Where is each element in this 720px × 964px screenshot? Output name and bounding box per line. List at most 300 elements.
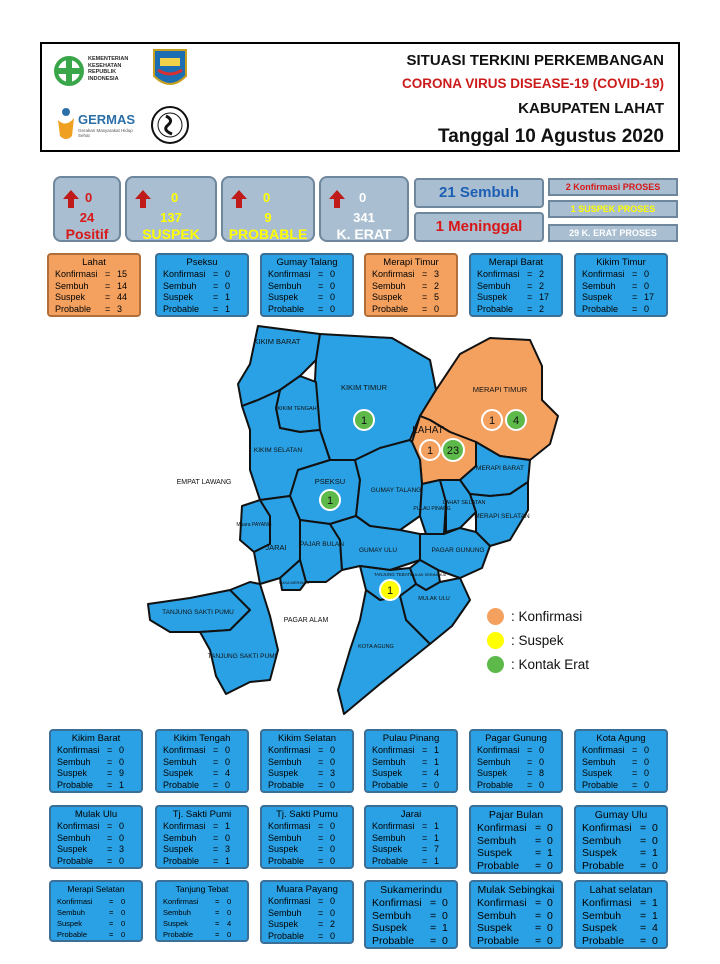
probable-value: 1 — [225, 855, 231, 866]
suspek-value: 3 — [119, 844, 125, 854]
marker-value: 1 — [386, 585, 394, 597]
konfirmasi-label: Konfirmasi — [372, 897, 422, 909]
eq: = — [318, 907, 324, 918]
sembuh-label: Sembuh — [372, 280, 406, 291]
map-label-text: TANJUNG SAKTI PUMI — [207, 653, 277, 660]
eq: = — [318, 756, 324, 767]
konfirmasi-label: Konfirmasi — [268, 896, 311, 906]
district-card — [364, 805, 458, 869]
konfirmasi-value: 0 — [330, 745, 336, 755]
eq: = — [632, 269, 638, 279]
suspek-label: Suspek — [55, 292, 86, 302]
suspek-label: Suspek — [163, 768, 194, 778]
eq: = — [213, 832, 219, 843]
map-label-mulak-ulu — [418, 596, 450, 602]
konfirmasi-value: 1 — [434, 745, 440, 755]
konfirmasi-label: Konfirmasi — [582, 269, 625, 279]
map-label-suka-merindu — [279, 580, 310, 585]
eq: = — [213, 280, 219, 291]
suspek-value: 1 — [652, 847, 658, 859]
probable-label: Probable — [163, 779, 200, 790]
sembuh-value: 0 — [330, 280, 336, 291]
konfirmasi-value: 0 — [330, 821, 336, 831]
summary-value: 137 — [160, 210, 182, 225]
sembuh-label: Sembuh — [477, 280, 511, 291]
map-label-empat-lawang — [177, 479, 232, 486]
map-label-tanjung-tebat — [374, 572, 411, 577]
lahat-emblem-icon — [150, 48, 190, 92]
district-card — [49, 880, 143, 942]
eq: = — [632, 280, 638, 291]
arrow-up-icon — [231, 190, 247, 208]
konfirmasi-value: 0 — [225, 269, 231, 279]
konfirmasi-label: Konfirmasi — [268, 821, 311, 831]
eq: = — [318, 303, 324, 314]
eq: = — [430, 922, 437, 934]
summary-delta: 0 — [171, 190, 179, 205]
konfirmasi-value: 0 — [644, 745, 650, 755]
konfirmasi-label: Konfirmasi — [477, 897, 527, 909]
probable-value: 0 — [442, 934, 448, 947]
district-name: Pulau Pinang — [382, 733, 440, 744]
probable-label: Probable — [372, 779, 409, 790]
district-name: Merapi Selatan — [67, 884, 125, 894]
map-label-text: KIKIM BARAT — [253, 337, 301, 346]
eq: = — [109, 897, 114, 906]
eq: = — [430, 909, 437, 922]
probable-label: Probable — [163, 855, 200, 866]
marker-value: 1 — [426, 445, 434, 457]
eq: = — [632, 768, 638, 778]
probable-value: 0 — [547, 934, 553, 947]
probable-label: Probable — [372, 303, 409, 314]
district-card — [260, 880, 354, 944]
probable-label: Probable — [163, 930, 194, 939]
konfirmasi-value: 1 — [225, 821, 231, 831]
probable-value: 0 — [644, 779, 650, 790]
probable-label: Probable — [57, 779, 94, 790]
district-name: Mulak Ulu — [74, 809, 118, 820]
map-label-gumay-ulu — [359, 547, 397, 554]
sembuh-label: Sembuh — [477, 756, 511, 767]
konfirmasi-value: 0 — [225, 745, 231, 755]
eq: = — [640, 922, 647, 934]
eq: = — [107, 832, 113, 843]
konfirmasi-value: 0 — [442, 897, 448, 909]
eq: = — [318, 930, 324, 941]
suspek-label: Suspek — [372, 844, 403, 854]
eq: = — [105, 269, 111, 279]
eq: = — [422, 292, 428, 302]
summary-delta: 0 — [85, 190, 93, 205]
eq: = — [109, 930, 114, 939]
sembuh-label: Sembuh — [163, 756, 197, 767]
arrow-up-icon — [135, 190, 151, 208]
district-card — [155, 253, 249, 317]
eq: = — [527, 269, 533, 279]
eq: = — [422, 280, 428, 291]
eq: = — [535, 922, 542, 934]
district-name: Tj. Sakti Pumi — [172, 809, 232, 820]
eq: = — [215, 919, 220, 928]
probable-value: 1 — [119, 779, 125, 790]
summary-value: 24 — [79, 210, 95, 225]
suspek-label: Suspek — [477, 922, 513, 934]
eq: = — [109, 908, 114, 917]
eq: = — [107, 779, 113, 790]
eq: = — [318, 292, 324, 302]
suspek-value: 0 — [330, 292, 336, 302]
report-header — [40, 42, 680, 152]
konfirmasi-value: 0 — [547, 822, 553, 834]
konfirmasi-value: 0 — [652, 822, 658, 834]
probable-value: 0 — [119, 855, 125, 866]
probable-value: 0 — [652, 934, 658, 947]
sembuh-label: Sembuh — [477, 834, 517, 847]
eq: = — [527, 768, 533, 778]
marker-value: 1 — [488, 415, 496, 427]
map-label-tanjung-sakti-pumu — [162, 609, 234, 616]
meninggal-box: 1 Meninggal — [414, 212, 544, 242]
probable-value: 1 — [434, 855, 440, 866]
suspek-value: 1 — [547, 847, 553, 859]
eq: = — [213, 844, 219, 854]
eq: = — [527, 280, 533, 291]
district-card — [49, 729, 143, 793]
summary-suspek — [125, 176, 217, 242]
map-label-kikim-selatan — [254, 447, 302, 454]
map-label-text: MERAPI BARAT — [476, 465, 524, 472]
konfirmasi-value: 0 — [121, 897, 126, 906]
suspek-value: 7 — [434, 844, 440, 854]
eq: = — [318, 832, 324, 843]
konfirmasi-label: Konfirmasi — [163, 897, 199, 906]
district-card — [260, 805, 354, 869]
map-label-kota-agung — [358, 644, 394, 650]
suspek-label: Suspek — [372, 292, 403, 302]
map-label-text: TANJUNG SAKTI PUMU — [162, 609, 234, 616]
eq: = — [318, 745, 324, 755]
summary-label: PROBABLE — [228, 226, 308, 242]
map-label-tanjung-sakti-pumi — [208, 653, 277, 660]
map-label-text: GUMAY TALANG — [370, 487, 422, 494]
sembuh-value: 0 — [119, 756, 125, 767]
district-name: Merapi Barat — [488, 257, 544, 268]
eq: = — [105, 280, 111, 291]
sembuh-value: 0 — [225, 280, 231, 291]
sembuh-value: 0 — [225, 756, 231, 767]
map-label-lahat-selatan — [443, 500, 486, 506]
map-label-text: MULAK SEBINGKAI — [409, 572, 447, 577]
suspek-label: Suspek — [57, 844, 88, 854]
konfirmasi-value: 0 — [119, 745, 125, 755]
suspek-label: Suspek — [57, 919, 83, 928]
eq: = — [318, 855, 324, 866]
sembuh-value: 0 — [644, 756, 650, 767]
eq: = — [422, 821, 428, 831]
sembuh-label: Sembuh — [582, 756, 616, 767]
eq: = — [422, 779, 428, 790]
map-label-merapi-selatan — [474, 513, 530, 520]
suspek-label: Suspek — [268, 844, 299, 854]
map-label-merapi-timur — [473, 385, 528, 394]
eq: = — [215, 897, 220, 906]
eq: = — [107, 768, 113, 778]
konfirmasi-label: Konfirmasi — [57, 745, 100, 755]
marker-value: 4 — [512, 415, 520, 427]
map-label-pagar-gunung — [432, 547, 485, 554]
sembuh-label: Sembuh — [582, 834, 622, 847]
probable-value: 0 — [644, 303, 650, 314]
district-name: Pagar Gunung — [485, 733, 547, 744]
map-label-text: PAJAR BULAN — [300, 541, 344, 548]
eq: = — [535, 847, 542, 859]
sembuh-label: Sembuh — [163, 832, 197, 843]
eq: = — [640, 897, 647, 909]
summary-delta: 0 — [263, 190, 271, 205]
eq: = — [535, 822, 542, 834]
kemenkes-text: KEMENTERIAN KESEHATAN REPUBLIK INDONESIA — [88, 56, 129, 82]
district-name: Tanjung Tebat — [175, 884, 229, 894]
suspek-label: Suspek — [57, 768, 88, 778]
suspek-label: Suspek — [163, 844, 194, 854]
suspek-label: Suspek — [163, 919, 189, 928]
map-label-mulak-sebingkai — [410, 572, 446, 577]
map-label-text: EMPAT LAWANG — [176, 479, 232, 486]
sembuh-value: 1 — [434, 756, 440, 767]
arrow-up-icon — [329, 190, 345, 208]
map-label-text: KOTA AGUNG — [358, 644, 394, 650]
eq: = — [318, 269, 324, 279]
konfirmasi-value: 15 — [117, 269, 128, 279]
district-card — [260, 253, 354, 317]
konfirmasi-proses-box: 2 Konfirmasi PROSES — [548, 178, 678, 196]
suspek-value: 0 — [121, 919, 126, 928]
map-label-pajar-bulan — [300, 541, 344, 548]
sembuh-label: Sembuh — [57, 832, 91, 843]
map-label-text: LAHAT — [412, 425, 444, 436]
eq: = — [527, 292, 533, 302]
konfirmasi-label: Konfirmasi — [163, 269, 206, 279]
eq: = — [632, 303, 638, 314]
probable-value: 0 — [330, 930, 336, 941]
sembuh-box: 21 Sembuh — [414, 178, 544, 208]
eq: = — [527, 303, 533, 314]
orange-dot-icon — [487, 608, 504, 625]
konfirmasi-label: Konfirmasi — [268, 269, 311, 279]
district-name: Kikim Tengah — [173, 733, 231, 744]
eq: = — [640, 822, 647, 834]
suspek-value: 8 — [539, 768, 545, 778]
map-legend — [487, 604, 627, 676]
suspek-label: Suspek — [163, 292, 194, 302]
map-label-text: KIKIM TENGAH — [277, 406, 317, 412]
eq: = — [107, 821, 113, 831]
eq: = — [535, 909, 542, 922]
suspek-value: 2 — [330, 919, 336, 929]
suspek-value: 4 — [652, 922, 658, 934]
sembuh-value: 0 — [547, 834, 553, 847]
sembuh-label: Sembuh — [372, 909, 412, 922]
suspek-label: Suspek — [582, 847, 618, 859]
suspek-label: Suspek — [268, 292, 299, 302]
eq: = — [215, 930, 220, 939]
eq: = — [107, 756, 113, 767]
report-date: Tanggal 10 Agustus 2020 — [438, 126, 664, 147]
map-label-pulau-pinang — [413, 506, 450, 512]
green-dot-icon — [487, 656, 504, 673]
eq: = — [535, 897, 542, 909]
eq: = — [215, 908, 220, 917]
eq: = — [640, 934, 647, 947]
district-card — [469, 880, 563, 949]
suspek-label: Suspek — [268, 919, 299, 929]
map-label-text: TANJUNG TEBAT — [373, 572, 411, 577]
eq: = — [422, 855, 428, 866]
suspek-proses-box: 1 SUSPEK PROSES — [548, 200, 678, 218]
probable-value: 0 — [547, 859, 553, 872]
district-name: Lahat — [82, 257, 106, 268]
kerat-proses-box: 29 K. ERAT PROSES — [548, 224, 678, 242]
summary-kontak-erat — [319, 176, 409, 242]
probable-value: 0 — [434, 303, 440, 314]
district-name: Pajar Bulan — [488, 809, 544, 821]
map-label-text: JARAI — [265, 543, 287, 552]
marker-value: 23 — [446, 445, 460, 457]
eq: = — [107, 745, 113, 755]
district-name: Lahat selatan — [589, 884, 653, 896]
legend-label: : Suspek — [511, 632, 564, 648]
legend-label: : Konfirmasi — [511, 608, 583, 624]
district-card — [364, 880, 458, 949]
district-name: Gumay Ulu — [594, 809, 648, 821]
suspek-label: Suspek — [477, 292, 508, 302]
eq: = — [527, 756, 533, 767]
germas-name: GERMAS — [78, 112, 136, 127]
eq: = — [430, 897, 437, 909]
konfirmasi-value: 0 — [330, 896, 336, 906]
district-name: Kota Agung — [596, 733, 646, 744]
eq: = — [527, 745, 533, 755]
eq: = — [109, 919, 114, 928]
eq: = — [422, 832, 428, 843]
map-label-text: PAGAR GUNUNG — [431, 547, 485, 554]
suspek-label: Suspek — [268, 768, 299, 778]
district-card — [49, 805, 143, 869]
eq: = — [640, 909, 647, 922]
eq: = — [632, 779, 638, 790]
eq: = — [318, 779, 324, 790]
round-seal-icon — [150, 104, 190, 146]
sembuh-value: 1 — [652, 909, 658, 922]
suspek-value: 1 — [225, 292, 231, 302]
eq: = — [527, 779, 533, 790]
sembuh-value: 1 — [434, 832, 440, 843]
probable-label: Probable — [268, 930, 305, 941]
district-name: Sukamerindu — [380, 884, 442, 896]
probable-label: Probable — [268, 855, 305, 866]
district-card — [574, 729, 668, 793]
district-card — [260, 729, 354, 793]
sembuh-value: 0 — [442, 909, 448, 922]
sembuh-value: 0 — [227, 908, 232, 917]
eq: = — [535, 934, 542, 947]
eq: = — [213, 821, 219, 831]
probable-label: Probable — [582, 934, 625, 947]
suspek-value: 4 — [227, 919, 232, 928]
sembuh-label: Sembuh — [268, 756, 302, 767]
eq: = — [632, 756, 638, 767]
sembuh-value: 14 — [117, 280, 128, 291]
map-label-text: PAGAR ALAM — [283, 617, 329, 624]
legend-konfirmasi — [487, 604, 627, 628]
district-card — [364, 729, 458, 793]
konfirmasi-value: 3 — [434, 269, 440, 279]
eq: = — [422, 745, 428, 755]
probable-value: 0 — [225, 779, 231, 790]
district-card — [155, 880, 249, 942]
probable-value: 1 — [225, 303, 231, 314]
suspek-label: Suspek — [582, 922, 618, 934]
district-card — [155, 729, 249, 793]
kemenkes-icon — [54, 56, 84, 86]
probable-value: 2 — [539, 303, 545, 314]
eq: = — [318, 768, 324, 778]
eq: = — [640, 834, 647, 847]
sembuh-label: Sembuh — [582, 909, 622, 922]
suspek-label: Suspek — [372, 768, 403, 778]
map-label-kikim-timur — [341, 383, 388, 392]
suspek-value: 9 — [119, 768, 125, 778]
probable-label: Probable — [372, 855, 409, 866]
sembuh-label: Sembuh — [57, 908, 85, 917]
sembuh-value: 0 — [119, 832, 125, 843]
probable-label: Probable — [57, 930, 88, 939]
legend-label: : Kontak Erat — [511, 656, 590, 672]
suspek-value: 3 — [225, 844, 231, 854]
logo-group — [50, 48, 210, 148]
sembuh-value: 0 — [330, 907, 336, 918]
title-line-1: SITUASI TERKINI PERKEMBANGAN — [406, 52, 664, 69]
district-card — [469, 805, 563, 874]
summary-label: Positif — [65, 226, 109, 242]
probable-label: Probable — [582, 859, 625, 872]
eq: = — [213, 745, 219, 755]
suspek-label: Suspek — [582, 768, 613, 778]
map-label-jarai — [265, 543, 286, 552]
suspek-value: 0 — [644, 768, 650, 778]
district-name: Muara Payang — [276, 884, 338, 895]
konfirmasi-value: 2 — [539, 269, 545, 279]
eq: = — [318, 896, 324, 906]
konfirmasi-label: Konfirmasi — [268, 745, 311, 755]
title-line-3: KABUPATEN LAHAT — [518, 100, 664, 117]
probable-label: Probable — [57, 855, 94, 866]
map-label-text: LAHAT SELATAN — [442, 500, 486, 506]
sembuh-value: 2 — [434, 280, 440, 291]
probable-value: 0 — [652, 859, 658, 872]
map-label-text: Muara PAYANG — [236, 522, 272, 528]
sembuh-label: Sembuh — [372, 832, 406, 843]
eq: = — [422, 768, 428, 778]
suspek-label: Suspek — [477, 847, 513, 859]
suspek-value: 5 — [434, 292, 440, 302]
konfirmasi-value: 0 — [227, 897, 232, 906]
suspek-value: 17 — [644, 292, 655, 302]
eq: = — [318, 280, 324, 291]
konfirmasi-label: Konfirmasi — [57, 897, 93, 906]
district-name: Tj. Sakti Pumu — [276, 809, 338, 820]
